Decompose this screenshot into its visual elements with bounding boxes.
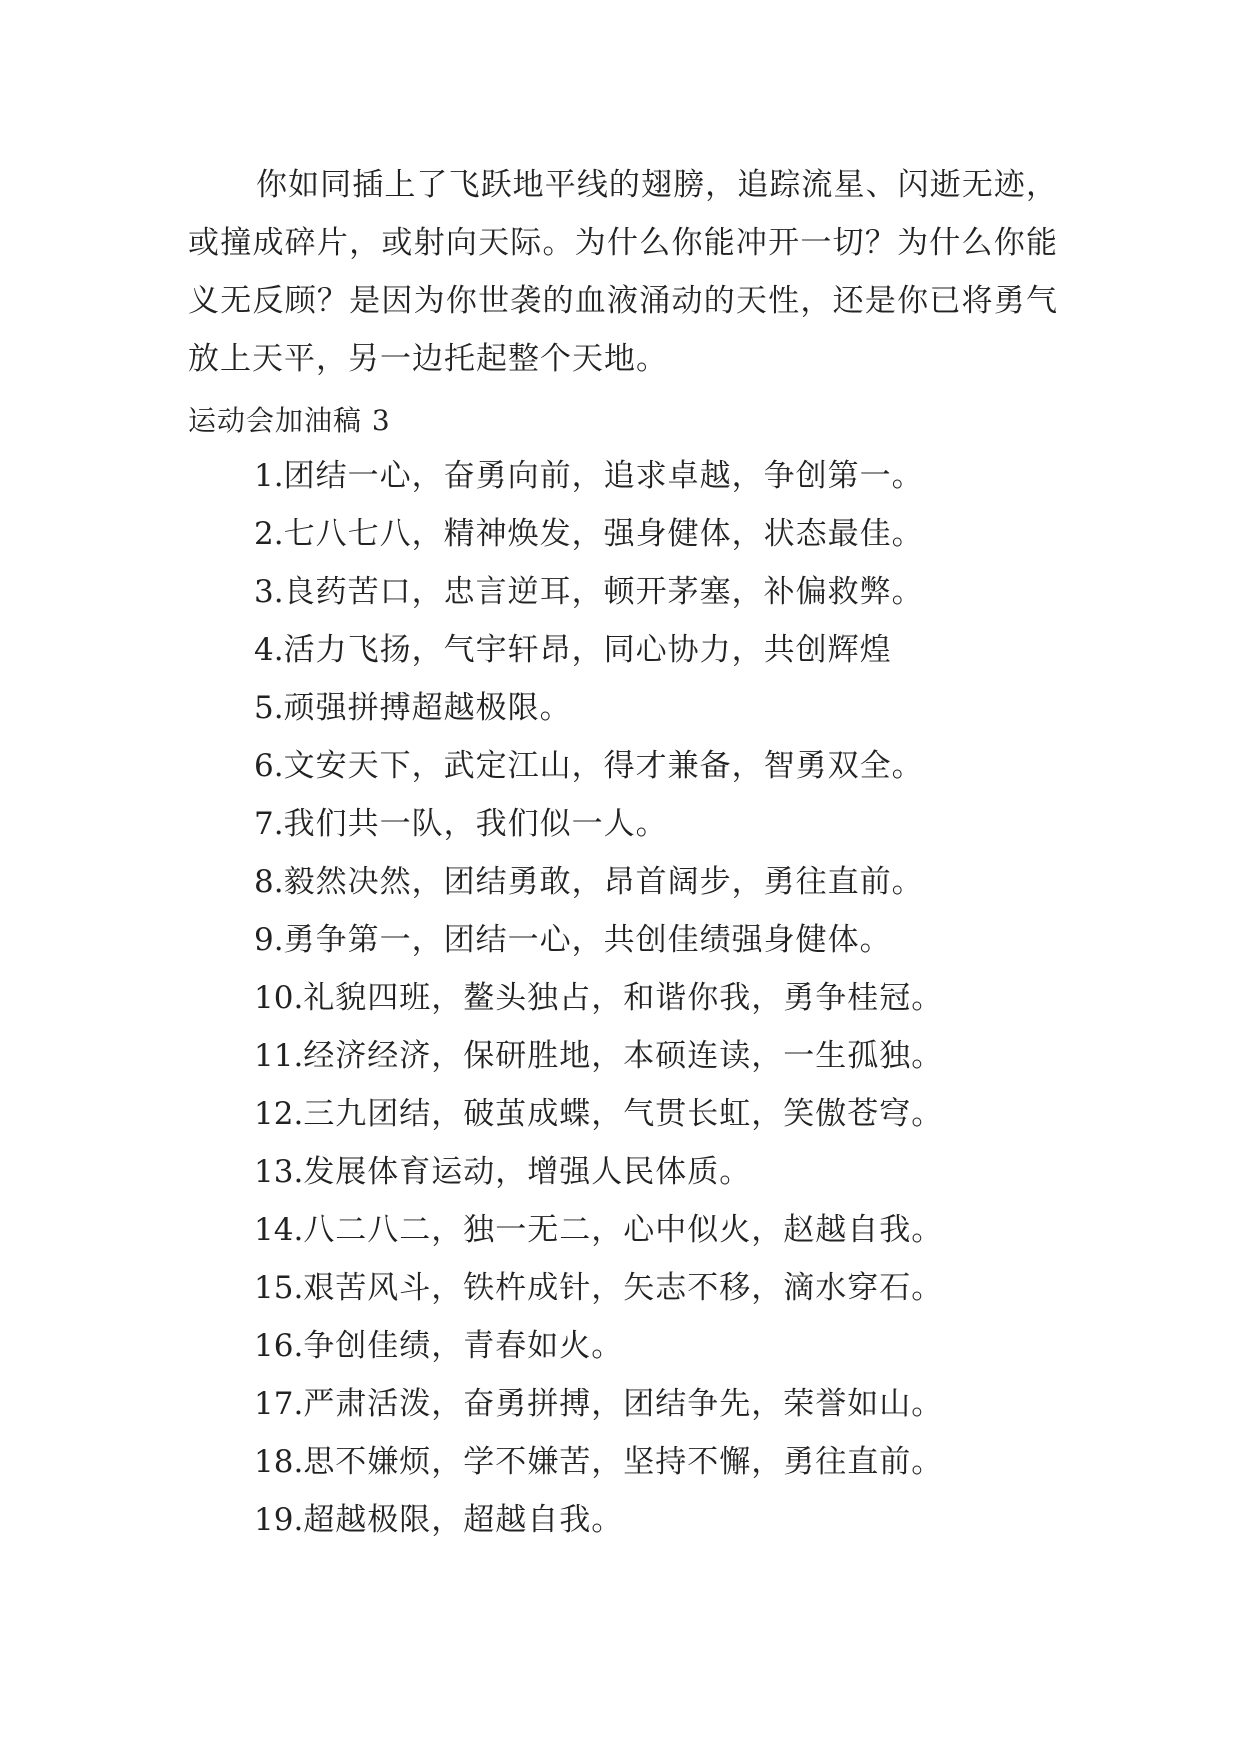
list-item-text: 礼貌四班，鳌头独占，和谐你我，勇争桂冠。 xyxy=(303,980,944,1016)
list-item xyxy=(254,1433,943,1491)
list-item-text: 良药苦口，忠言逆耳，顿开茅塞，补偏救弊。 xyxy=(283,574,924,610)
slogan-list xyxy=(254,447,943,1549)
list-item-text: 三九团结，破茧成蝶，气贯长虹，笑傲苍穹。 xyxy=(303,1096,944,1132)
list-item-number: 4. xyxy=(254,632,284,668)
list-item-number: 3. xyxy=(254,574,284,610)
list-item-text: 严肃活泼，奋勇拼搏，团结争先，荣誉如山。 xyxy=(303,1386,944,1422)
list-item xyxy=(254,1201,943,1259)
list-item xyxy=(254,505,943,563)
list-item xyxy=(254,969,943,1027)
list-item-text: 争创佳绩，青春如火。 xyxy=(303,1328,624,1364)
list-item-number: 6. xyxy=(254,748,284,784)
list-item xyxy=(254,447,943,505)
list-item xyxy=(254,911,943,969)
list-item xyxy=(254,1491,943,1549)
list-item-text: 思不嫌烦，学不嫌苦，坚持不懈，勇往直前。 xyxy=(303,1444,944,1480)
list-item-number: 7. xyxy=(254,806,284,842)
section-heading: 运动会加油稿 3 xyxy=(188,404,391,437)
list-item-text: 七八七八，精神焕发，强身健体，状态最佳。 xyxy=(283,516,924,552)
list-item-number: 12. xyxy=(254,1096,304,1132)
list-item xyxy=(254,621,943,679)
list-item-number: 16. xyxy=(254,1328,304,1364)
list-item-text: 经济经济，保研胜地，本硕连读，一生孤独。 xyxy=(303,1038,944,1074)
list-item-text: 团结一心，奋勇向前，追求卓越，争创第一。 xyxy=(283,458,924,494)
list-item xyxy=(254,1085,943,1143)
list-item-number: 14. xyxy=(254,1212,304,1248)
list-item xyxy=(254,679,943,737)
list-item-text: 超越极限，超越自我。 xyxy=(303,1502,624,1538)
list-item xyxy=(254,1027,943,1085)
list-item xyxy=(254,1317,943,1375)
list-item xyxy=(254,1259,943,1317)
list-item-number: 15. xyxy=(254,1270,304,1306)
list-item-number: 10. xyxy=(254,980,304,1016)
list-item-number: 18. xyxy=(254,1444,304,1480)
list-item-text: 艰苦风斗，铁杵成针，矢志不移，滴水穿石。 xyxy=(303,1270,944,1306)
list-item-number: 13. xyxy=(254,1154,304,1190)
list-item-number: 5. xyxy=(254,690,284,726)
list-item-number: 2. xyxy=(254,516,284,552)
intro-paragraph: 你如同插上了飞跃地平线的翅膀，追踪流星、闪逝无迹，或撞成碎片，或射向天际。为什么你能冲开一切？为什么你能义无反顾？是因为你世袭的血液涌动的天性，还是你已将勇气放上天平，另一边托起整个天地。 xyxy=(188,167,1058,377)
list-item-text: 顽强拼搏超越极限。 xyxy=(283,690,572,726)
list-item-number: 11. xyxy=(254,1038,304,1074)
list-item xyxy=(254,1375,943,1433)
list-item xyxy=(254,737,943,795)
list-item-text: 我们共一队，我们似一人。 xyxy=(283,806,668,842)
list-item xyxy=(254,563,943,621)
list-item xyxy=(254,1143,943,1201)
list-item-text: 文安天下，武定江山，得才兼备，智勇双全。 xyxy=(283,748,924,784)
list-item-text: 活力飞扬，气宇轩昂，同心协力，共创辉煌 xyxy=(283,632,892,668)
list-item-text: 八二八二，独一无二，心中似火，赵越自我。 xyxy=(303,1212,944,1248)
list-item-text: 勇争第一，团结一心，共创佳绩强身健体。 xyxy=(283,922,892,958)
list-item-number: 17. xyxy=(254,1386,304,1422)
list-item-text: 毅然决然，团结勇敢，昂首阔步，勇往直前。 xyxy=(283,864,924,900)
list-item xyxy=(254,853,943,911)
list-item-text: 发展体育运动，增强人民体质。 xyxy=(303,1154,752,1190)
list-item xyxy=(254,795,943,853)
list-item-number: 19. xyxy=(254,1502,304,1538)
list-item-number: 9. xyxy=(254,922,284,958)
list-item-number: 1. xyxy=(254,458,284,494)
list-item-number: 8. xyxy=(254,864,284,900)
